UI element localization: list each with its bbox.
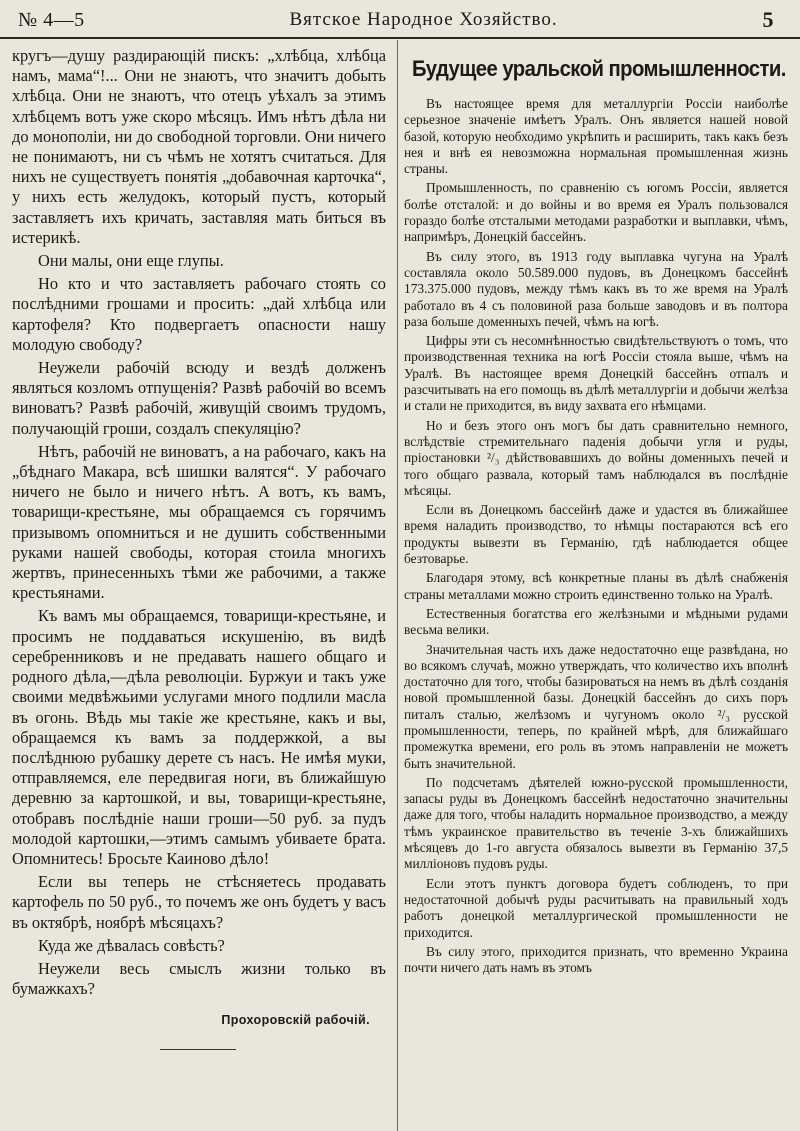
paragraph: Если въ Донецкомъ бассейнѣ даже и удастся въ ближайшее время наладить производство, то нѣмцы постараются всѣ его продукты вывезти въ Германію, гдѣ наблюдается общее безтоварье. — [404, 502, 788, 567]
paragraph: Благодаря этому, всѣ конкретные планы въ дѣлѣ снабженія страны металлами можно строить единственно только на Уралѣ. — [404, 570, 788, 602]
paragraph: Но кто и что заставляетъ рабочаго стоять со послѣдними грошами и просить: „дай хлѣбца или картофеля? Кто подвергаетъ опасности нашу молодую свободу? — [12, 274, 386, 354]
paragraph: Куда же дѣвалась совѣсть? — [38, 935, 225, 955]
paragraph: Значительная часть ихъ даже недостаточно еще развѣдана, но во всякомъ случаѣ, можно утверждать, что количество ихъ вполнѣ достаточно для того, чтобы базироваться на немъ въ дѣлѣ созданія новой промышленной базы. Донецкій бассейнъ до сихъ поръ питалъ сталью, желѣзомъ и чугуномъ около ²/₃ русской промышленности, теперь, по крайней мѣрѣ, для ближайшаго промежутка времени, его роль въ этомъ направленіи не можетъ быть значительной. — [404, 641, 788, 771]
paragraph: кругъ—душу раздирающій пискъ: „хлѣбца, хлѣбца намъ, мама“!... Они не знаютъ, что значитъ добыть хлѣбца. Они не знаютъ, что отецъ уѣхалъ за этимъ хлѣбцемъ вотъ уже скоро мѣсяцъ. Имъ нѣтъ дѣла ни до монополіи, ни до свободной торговли. Они ничего не понимаютъ, ни съ чѣмъ не хотятъ считаться. Для нихъ не существуетъ понятія „добавочная карточка“, у нихъ есть желудокъ, который пустъ, который заставляетъ ихъ кричать, заставляя мать биться въ истерикѣ. — [12, 46, 386, 247]
paragraph: Въ силу этого, въ 1913 году выплавка чугуна на Уралѣ составляла около 50.589.000 пудовъ, въ Донецкомъ бассейнѣ 173.375.000 пудовъ, между тѣмъ какъ въ то же время на Уралѣ работало въ 4 съ половиной раза больше заводовъ и въ полтора раза больше доменныхъ печей, чѣмъ на югѣ. — [404, 248, 788, 329]
paragraph: Если вы теперь не стѣсняетесь продавать картофель по 50 руб., то почемъ же онъ будетъ у васъ въ октябрѣ, ноябрѣ мѣсяцахъ? — [12, 872, 386, 932]
journal-title: Вятское Народное Хозяйство. — [289, 9, 558, 30]
paragraph: Неужели рабочій всюду и вездѣ долженъ являться козломъ отпущенія? Развѣ рабочій во всемъ виноватъ? Развѣ рабочій, живущій своимъ трудомъ, получающій гроши, создалъ спекуляцію? — [12, 358, 386, 438]
issue-number: № 4—5 — [18, 8, 85, 31]
paragraph: Промышленность, по сравненію съ югомъ Россіи, является болѣе отсталой: и до войны и во время ея Уралъ пользовался гораздо болѣе отсталыми методами разработки и выплавки, чѣмъ, напримѣръ, Донецкій бассейнъ. — [404, 180, 788, 245]
page-header — [18, 6, 774, 34]
page-number: 5 — [762, 7, 774, 32]
paragraph: Если этотъ пунктъ договора будетъ соблюденъ, то при недостаточной добычѣ руды расчитывать на правильный ходъ работъ донецкой металлургической промышленности не приходится. — [404, 875, 788, 940]
paragraph: Цифры эти съ несомнѣнностью свидѣтельствуютъ о томъ, что производственная техника на югѣ Россіи стояла выше, чѣмъ на Уралѣ. Въ настоящее время Донецкій бассейнъ отпалъ и разсчитывать на его помощь въ дѣлѣ металлургіи и добычи желѣза и стали не приходится, въ виду захвата его нѣмцами. — [404, 333, 788, 414]
paragraph: Нѣтъ, рабочій не виноватъ, а на рабочаго, какъ на „бѣднаго Макара, всѣ шишки валятся“. У рабочаго ничего не было и ничего нѣтъ. А вотъ, къ вамъ, товарищи-крестьяне, мы обращаемся съ горячимъ призывомъ опомниться и не душить собственными руками нашей свободы, которая стоила многихъ жертвъ, принесенныхъ тѣми же рабочими, а также крестьянами. — [12, 441, 386, 603]
paragraph: Въ настоящее время для металлургіи Россіи наиболѣе серьезное значеніе имѣетъ Уралъ. Онъ является нашей новой базой, которую необходимо укрѣпить и расширить, такъ какъ безъ нея и внѣ ея невозможна нормальная промышленная жизнь страны. — [404, 96, 788, 177]
paragraph: Въ силу этого, приходится признать, что временно Украина почти ничего дать намъ въ этомъ — [404, 943, 788, 976]
author-signature: Прохоровскій рабочій. — [221, 1013, 370, 1028]
column-divider — [397, 40, 398, 1131]
left-column — [12, 46, 386, 1131]
right-column — [404, 46, 788, 1131]
paragraph: Естественныя богатства его желѣзными и мѣдными рудами весьма велики. — [404, 605, 788, 638]
paragraph: Неужели весь смыслъ жизни только въ бумажкахъ? — [12, 958, 386, 999]
paragraph: Но и безъ этого онъ могъ бы дать сравнительно немного, вслѣдствіе стремительнаго паденія добычи угля и руды, пріостановки ²/₃ дѣйствовавшихъ до войны доменныхъ печей и того общаго развала, который тамъ наблюдался въ послѣдніе мѣсяцы. — [404, 417, 788, 498]
article-title: Будущее уральской промышленности. — [412, 56, 786, 81]
paragraph: Къ вамъ мы обращаемся, товарищи-крестьяне, и просимъ не поддаваться искушенію, въ видѣ серебренниковъ и не предавать нашего общаго и родного дѣла,—дѣла революціи. Буржуи и такъ уже своими медвѣжьими услугами много подлили масла въ огонь. Вѣдь мы такіе же крестьяне, какъ и вы, обращаемся къ вамъ за поддержкой, а вы послѣднюю рубашку дерете съ насъ. Не имѣя муки, отправляемся, еле передвигая ноги, въ ближайшую деревню за картошкой, и вы, товарищи-крестьяне, отобравъ послѣдніе наши гроши—50 руб. за пудъ молодой картошки,—этимъ самымъ убиваете брата. Опомнитесь! Бросьте Каиново дѣло! — [12, 606, 386, 868]
paragraph: По подсчетамъ дѣятелей южно-русской промышленности, запасы руды въ Донецкомъ бассейнѣ недостаточно значительны даже для того, чтобы наладить нормальное производство, а между тѣмъ украинское правительство въ теченіе 3-хъ ближайшихъ мѣсяцевъ до 1-го августа обязалось вывезти въ Германію 37,5 милліоновъ пудовъ руды. — [404, 774, 788, 872]
header-rule — [0, 37, 800, 39]
end-rule — [160, 1049, 236, 1050]
paragraph: Они малы, они еще глупы. — [38, 251, 224, 271]
